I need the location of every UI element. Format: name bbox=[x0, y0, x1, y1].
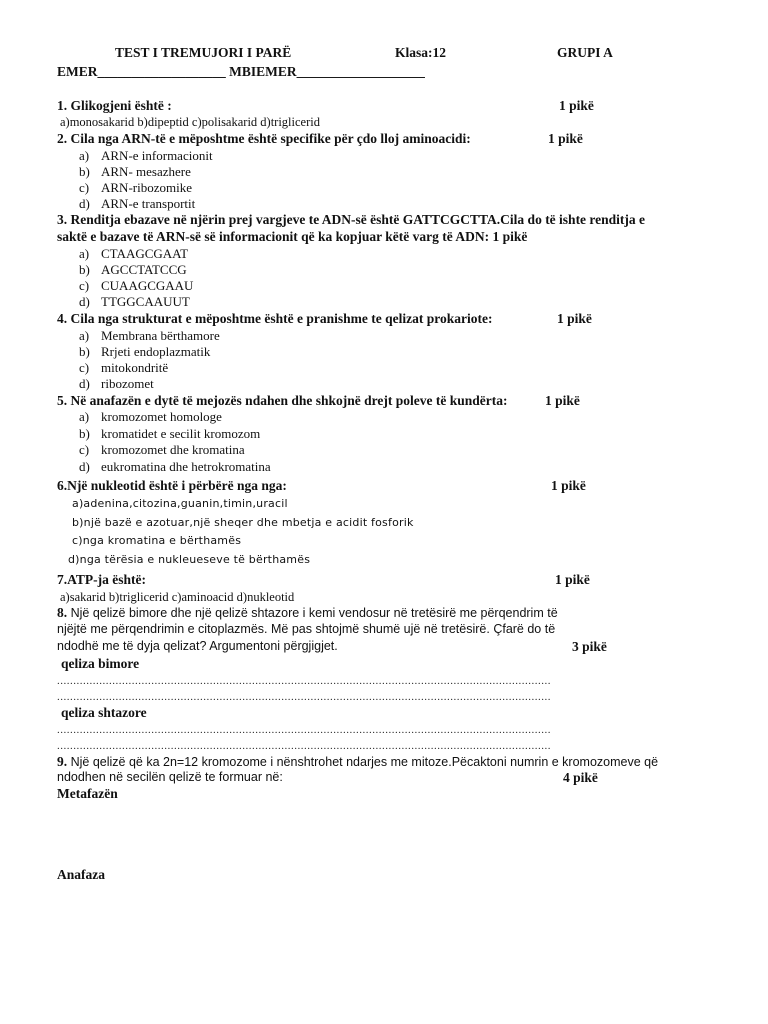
answer-line[interactable]: ........................................................................................................................................................ bbox=[57, 675, 551, 687]
question-3-text: saktë e bazave të ARN-së së informacionit që ka kopjuar këtë varg të ADN: bbox=[57, 229, 490, 244]
question-5-option-a bbox=[79, 409, 222, 425]
question-2-option-b bbox=[79, 164, 191, 180]
question-1: 1. Glikogjeni është : bbox=[57, 98, 172, 113]
question-3-option-a bbox=[79, 246, 188, 262]
question-1-options: a)monosakarid b)dipeptid c)polisakarid d)triglicerid bbox=[60, 115, 320, 129]
option-letter: a) bbox=[79, 409, 90, 424]
option-text: kromozomet homologe bbox=[101, 409, 222, 424]
question-6-option-a: a)adenina,citozina,guanin,timin,uracil bbox=[72, 497, 288, 510]
option-letter: a) bbox=[79, 148, 90, 163]
question-6-option-b: b)një bazë e azotuar,një sheqer dhe mbetja e acidit fosforik bbox=[72, 516, 414, 529]
option-text: Membrana bërthamore bbox=[101, 328, 220, 343]
name-line: EMER___________________ MBIEMER___________________ bbox=[57, 64, 425, 79]
option-text: Rrjeti endoplazmatik bbox=[101, 344, 211, 359]
question-9-line-1 bbox=[57, 754, 658, 770]
option-letter: a) bbox=[79, 246, 90, 261]
question-8-points: 3 pikë bbox=[572, 639, 607, 654]
question-2-option-d bbox=[79, 196, 195, 212]
option-letter: c) bbox=[79, 442, 90, 457]
question-1-points: 1 pikë bbox=[559, 98, 594, 113]
option-text: TTGGCAAUUT bbox=[101, 294, 190, 309]
option-text: CTAAGCGAAT bbox=[101, 246, 189, 261]
question-3-option-d bbox=[79, 294, 190, 310]
sub-label: qeliza bimore bbox=[61, 656, 140, 671]
question-8-line-3: ndodhë me të dyja qelizat? Argumentoni përgjigjet. bbox=[57, 639, 338, 653]
option-text: ARN-e informacionit bbox=[101, 148, 213, 163]
question-8-line-2: njëjtë me përqendrimin e citoplazmës. Më pas shtojmë shumë ujë në tretësirë. Çfarë do të bbox=[57, 622, 556, 636]
option-text: ARN- mesazhere bbox=[101, 164, 191, 179]
question-7-points: 1 pikë bbox=[555, 572, 590, 587]
question-2-option-a bbox=[79, 148, 213, 164]
question-9-number: 9. bbox=[57, 754, 68, 769]
question-3-option-b bbox=[79, 262, 187, 278]
question-4-option-a bbox=[79, 328, 220, 344]
option-letter: b) bbox=[79, 164, 90, 179]
question-9-points: 4 pikë bbox=[563, 770, 598, 785]
question-8-text-1: Një qelizë bimore dhe një qelizë shtazore i kemi vendosur në tretësirë me përqendrim të bbox=[67, 606, 558, 620]
option-text: ribozomet bbox=[101, 376, 154, 391]
option-letter: b) bbox=[79, 262, 90, 277]
option-letter: c) bbox=[79, 278, 90, 293]
question-7-options: a)sakarid b)triglicerid c)aminoacid d)nukleotid bbox=[60, 590, 295, 604]
question-6-option-d: d)nga tërësia e nukleueseve të bërthamës bbox=[68, 553, 311, 566]
option-text: kromozomet dhe kromatina bbox=[101, 442, 245, 457]
question-8-number: 8. bbox=[57, 605, 68, 620]
question-5-option-d bbox=[79, 459, 271, 475]
question-5-option-c bbox=[79, 442, 245, 458]
option-text: eukromatina dhe hetrokromatina bbox=[101, 459, 271, 474]
question-3-option-c bbox=[79, 278, 193, 294]
question-8-line-1 bbox=[57, 605, 558, 621]
question-3-line-2 bbox=[57, 229, 527, 245]
option-letter: b) bbox=[79, 344, 90, 359]
question-4-option-d bbox=[79, 376, 154, 392]
question-7: 7.ATP-ja është: bbox=[57, 572, 146, 587]
group-label: GRUPI A bbox=[557, 45, 613, 60]
question-3-points: 1 pikë bbox=[492, 229, 528, 244]
question-9-sub-anaphase: Anafaza bbox=[57, 867, 105, 882]
answer-line[interactable]: ........................................................................................................................................................ bbox=[57, 724, 551, 736]
option-text: mitokondritë bbox=[101, 360, 169, 375]
question-4: 4. Cila nga strukturat e mëposhtme është e pranishme te qelizat prokariote: bbox=[57, 311, 493, 326]
class-label: Klasa:12 bbox=[395, 45, 447, 60]
option-text: AGCCTATCCG bbox=[101, 262, 187, 277]
option-text: ARN-e transportit bbox=[101, 196, 196, 211]
question-3-line-1: 3. Renditja ebazave në njërin prej vargjeve te ADN-së është GATTCGCTTA.Cila do të ishte renditja e bbox=[57, 212, 646, 227]
option-text: CUAAGCGAAU bbox=[101, 278, 194, 293]
question-6: 6.Një nukleotid është i përbërë nga nga: bbox=[57, 478, 287, 493]
answer-line[interactable]: ........................................................................................................................................................ bbox=[57, 740, 551, 752]
question-2: 2. Cila nga ARN-të e mëposhtme është specifike për çdo lloj aminoacidi: bbox=[57, 131, 471, 146]
question-5-points: 1 pikë bbox=[545, 393, 580, 408]
option-text: ARN-ribozomike bbox=[101, 180, 192, 195]
question-2-option-c bbox=[79, 180, 192, 196]
option-letter: d) bbox=[79, 459, 90, 474]
option-letter: c) bbox=[79, 360, 90, 375]
question-6-option-c: c)nga kromatina e bërthamës bbox=[72, 534, 242, 547]
option-letter: b) bbox=[79, 426, 90, 441]
question-9-line-2: ndodhen në secilën qelizë te formuar në: bbox=[57, 770, 283, 784]
option-text: kromatidet e secilit kromozom bbox=[101, 426, 261, 441]
question-9-sub-metaphase: Metafazën bbox=[57, 786, 118, 801]
question-4-option-b bbox=[79, 344, 210, 360]
test-title: TEST I TREMUJORI I PARË bbox=[115, 45, 292, 60]
option-letter: d) bbox=[79, 376, 90, 391]
question-2-points: 1 pikë bbox=[548, 131, 583, 146]
question-8-sub-animal bbox=[57, 705, 147, 721]
question-5: 5. Në anafazën e dytë të mejozës ndahen dhe shkojnë drejt poleve të kundërta: bbox=[57, 393, 508, 408]
option-letter: d) bbox=[79, 294, 90, 309]
option-letter: d) bbox=[79, 196, 90, 211]
answer-line[interactable]: ........................................................................................................................................................ bbox=[57, 691, 551, 703]
question-9-text-1: Një qelizë që ka 2n=12 kromozome i nënshtrohet ndarjes me mitoze.Pëcaktoni numrin e kromozomeve që bbox=[67, 755, 659, 769]
question-4-option-c bbox=[79, 360, 168, 376]
question-5-option-b bbox=[79, 426, 260, 442]
question-6-points: 1 pikë bbox=[551, 478, 586, 493]
question-8-sub-plant bbox=[57, 656, 139, 672]
sub-label: qeliza shtazore bbox=[61, 705, 147, 720]
option-letter: a) bbox=[79, 328, 90, 343]
option-letter: c) bbox=[79, 180, 90, 195]
question-4-points: 1 pikë bbox=[557, 311, 592, 326]
